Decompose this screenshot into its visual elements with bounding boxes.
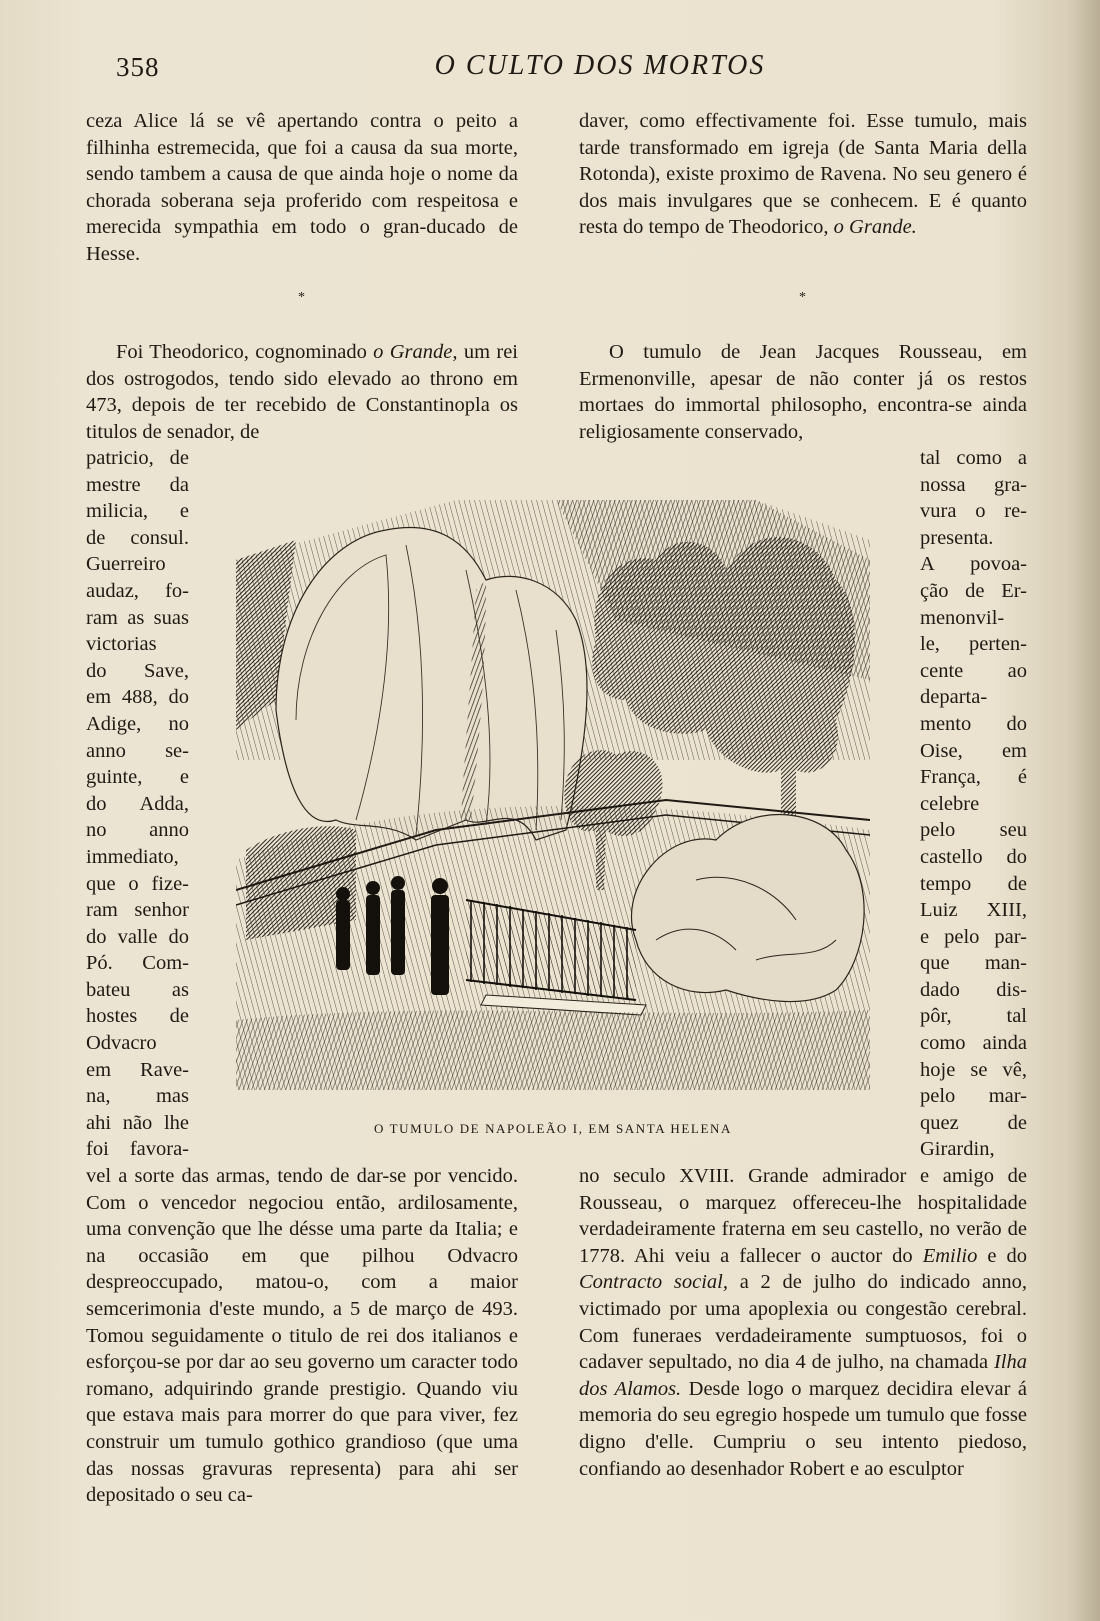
right-narrow-line: ção de Er- (920, 579, 1027, 602)
right-narrow-line: presenta. (920, 526, 994, 549)
left-separator-star: * (298, 290, 305, 305)
left-narrow-line: Guerreiro (86, 553, 166, 576)
right-narrow-line: castello do (920, 845, 1027, 868)
left-narrow-line: em Rave- (86, 1058, 189, 1081)
left-narrow-line: Pó. Com- (86, 952, 189, 975)
right-narrow-line: como ainda (920, 1032, 1027, 1055)
right-top-text-a: daver, como effectivamente foi. Esse tumulo, mais tarde transformado em igreja (de Santa Maria della Rotonda), existe proximo de Ravena. No seu genero é dos mais invulgares que se conhecem. E é quanto resta do tempo de Theodorico, (579, 110, 1027, 239)
theodorico-text-a: Foi Theodorico, cognominado (116, 341, 374, 363)
left-narrow-line: Odvacro (86, 1032, 157, 1055)
left-narrow-line: do Save, (86, 659, 189, 682)
right-col-rousseau-paragraph (579, 339, 1027, 445)
theodorico-text (86, 339, 518, 445)
right-narrow-line: dado dis- (920, 978, 1027, 1001)
engraving-svg (236, 500, 870, 1090)
right-narrow-line: França, é (920, 766, 1027, 789)
right-narrow-line: celebre (920, 792, 980, 815)
left-narrow-line: milicia, e (86, 500, 189, 523)
left-narrow-line: que o fize- (86, 872, 189, 895)
left-col-top-paragraph (86, 108, 518, 268)
left-top-text: ceza Alice lá se vê apertando contra o peito a filhinha estremecida, que foi a causa da sua morte, sendo tambem a causa de que ainda hoje o nome da chorada soberana seja proferido com respeitosa e merecida sympathia em todo o gran-ducado de Hesse. (86, 110, 518, 265)
right-col-bottom-paragraph (579, 1163, 1027, 1482)
right-narrow-line: vura o re- (920, 500, 1027, 523)
right-narrow-line: pelo mar- (920, 1085, 1027, 1108)
right-bottom-text-5: Desde logo o marquez decidira elevar á memoria do seu egregio hospede um tumulo que fosse digno d'elle. Cumpriu o seu intento piedoso, confiando ao desenhador Robert e ao esculptor (579, 1377, 1027, 1480)
right-narrow-line: mento do (920, 712, 1027, 735)
left-narrow-line: no anno (86, 819, 189, 842)
left-narrow-line: bateu as (86, 978, 189, 1001)
right-narrow-line: pelo seu (920, 819, 1027, 842)
left-narrow-text (86, 445, 189, 1163)
right-narrow-line: Girardin, (920, 1138, 995, 1161)
right-narrow-line: A povoa- (920, 553, 1027, 576)
left-narrow-line: ram senhor (86, 899, 189, 922)
left-narrow-line: na, mas (86, 1085, 189, 1108)
left-narrow-line: victorias (86, 633, 157, 656)
theodorico-italic: o Grande, (373, 341, 458, 363)
engraving-illustration (236, 500, 870, 1090)
right-bottom-emilio: Emilio (922, 1244, 978, 1267)
right-narrow-line: quez de (920, 1111, 1027, 1134)
right-narrow-line: pôr, tal (920, 1005, 1027, 1028)
right-narrow-line: tempo de (920, 872, 1027, 895)
right-narrow-line: cente ao (920, 659, 1027, 682)
right-bottom-ilha: Ilha dos Alamos. (579, 1351, 1027, 1400)
right-bottom-contracto: Contracto social, (579, 1271, 728, 1294)
right-separator-star: * (799, 290, 806, 305)
right-narrow-line: e pelo par- (920, 925, 1027, 948)
rousseau-text: O tumulo de Jean Jacques Rousseau, em Ermenonville, apesar de não conter já os restos mortaes do immortal philosopho, encontra-se ainda religiosamente conservado, (579, 341, 1027, 443)
left-col-bottom-paragraph (86, 1163, 518, 1509)
left-narrow-line: de consul. (86, 526, 189, 549)
theodorico-text-b: um rei dos ostrogodos, tendo sido elevado ao throno em 473, depois de ter recebido de Constantinopla os titulos de senador, de (86, 341, 518, 443)
right-narrow-line: que man- (920, 952, 1027, 975)
left-narrow-line: mestre da (86, 473, 189, 496)
right-top-italic: o Grande. (833, 216, 917, 239)
left-narrow-line: patricio, de (86, 447, 189, 469)
left-narrow-line: anno se- (86, 739, 189, 762)
left-narrow-line: ram as suas (86, 606, 189, 629)
left-narrow-line: hostes de (86, 1005, 189, 1028)
right-narrow-line: hoje se vê, (920, 1058, 1027, 1081)
right-bottom-text-4: a 2 de julho do indicado anno, victimado por uma apoplexia ou congestão cerebral. Com funeraes verdadeiramente sumptuosos, foi o cadaver sepultado, no dia 4 de julho, na chamada (579, 1271, 1027, 1374)
left-narrow-line: Adige, no (86, 712, 189, 735)
page-number: 358 (116, 52, 160, 82)
left-narrow-line: do valle do (86, 925, 189, 948)
right-narrow-line: menonvil- (920, 606, 1005, 629)
right-narrow-text (920, 445, 1027, 1163)
right-narrow-line: nossa gra- (920, 473, 1027, 496)
running-title: O CULTO DOS MORTOS (434, 50, 766, 81)
right-narrow-line: departa- (920, 686, 988, 709)
right-bottom-text-1: no seculo (579, 1165, 680, 1187)
left-narrow-line: em 488, do (86, 686, 189, 709)
left-narrow-line: do Adda, (86, 792, 189, 815)
right-bottom-century: XVIII (679, 1165, 730, 1187)
right-top-text (579, 108, 1027, 241)
right-narrow-line: le, perten- (920, 633, 1027, 656)
right-narrow-line: Luiz XIII, (920, 899, 1027, 922)
right-bottom-text-3: e do (977, 1244, 1027, 1267)
figure-caption: O TUMULO DE NAPOLEÃO I, EM SANTA HELENA (374, 1121, 732, 1136)
right-bottom-text (579, 1163, 1027, 1482)
left-narrow-line: audaz, fo- (86, 579, 189, 602)
page-header (0, 50, 1100, 90)
left-narrow-line: foi favora- (86, 1138, 189, 1161)
right-narrow-line: tal como a (920, 447, 1027, 469)
right-narrow-line: Oise, em (920, 739, 1027, 762)
left-narrow-line: immediato, (86, 845, 179, 868)
right-bottom-text-2: . Grande admirador e amigo de Rousseau, o marquez offereceu-lhe hospitalidade verdadeiramente fraterna em seu castello, no verão de 1778. Ahi veiu a fallecer o auctor do (579, 1165, 1027, 1267)
foreground-shadow (236, 1010, 870, 1090)
right-col-top-paragraph (579, 108, 1027, 241)
left-narrow-line: guinte, e (86, 766, 189, 789)
left-narrow-line: ahi não lhe (86, 1111, 189, 1134)
left-col-theodorico-paragraph (86, 339, 518, 445)
left-bottom-text: vel a sorte das armas, tendo de dar-se por vencido. Com o vencedor negociou então, ardilosamente, uma convenção que lhe désse uma parte da Italia; e na occasião em que pilhou Odvacro despreoccupado, matou-o, com a maior semcerimonia d'este mundo, a 5 de março de 493. Tomou seguidamente o titulo de rei dos italianos e esforçou-se por dar ao seu governo um caracter todo romano, adquirindo grande prestigio. Quando viu que estava mais para morrer do que para viver, fez construir um tumulo gothico grandioso (que uma das nossas gravuras representa) para ahi ser depositado o seu ca- (86, 1165, 518, 1507)
